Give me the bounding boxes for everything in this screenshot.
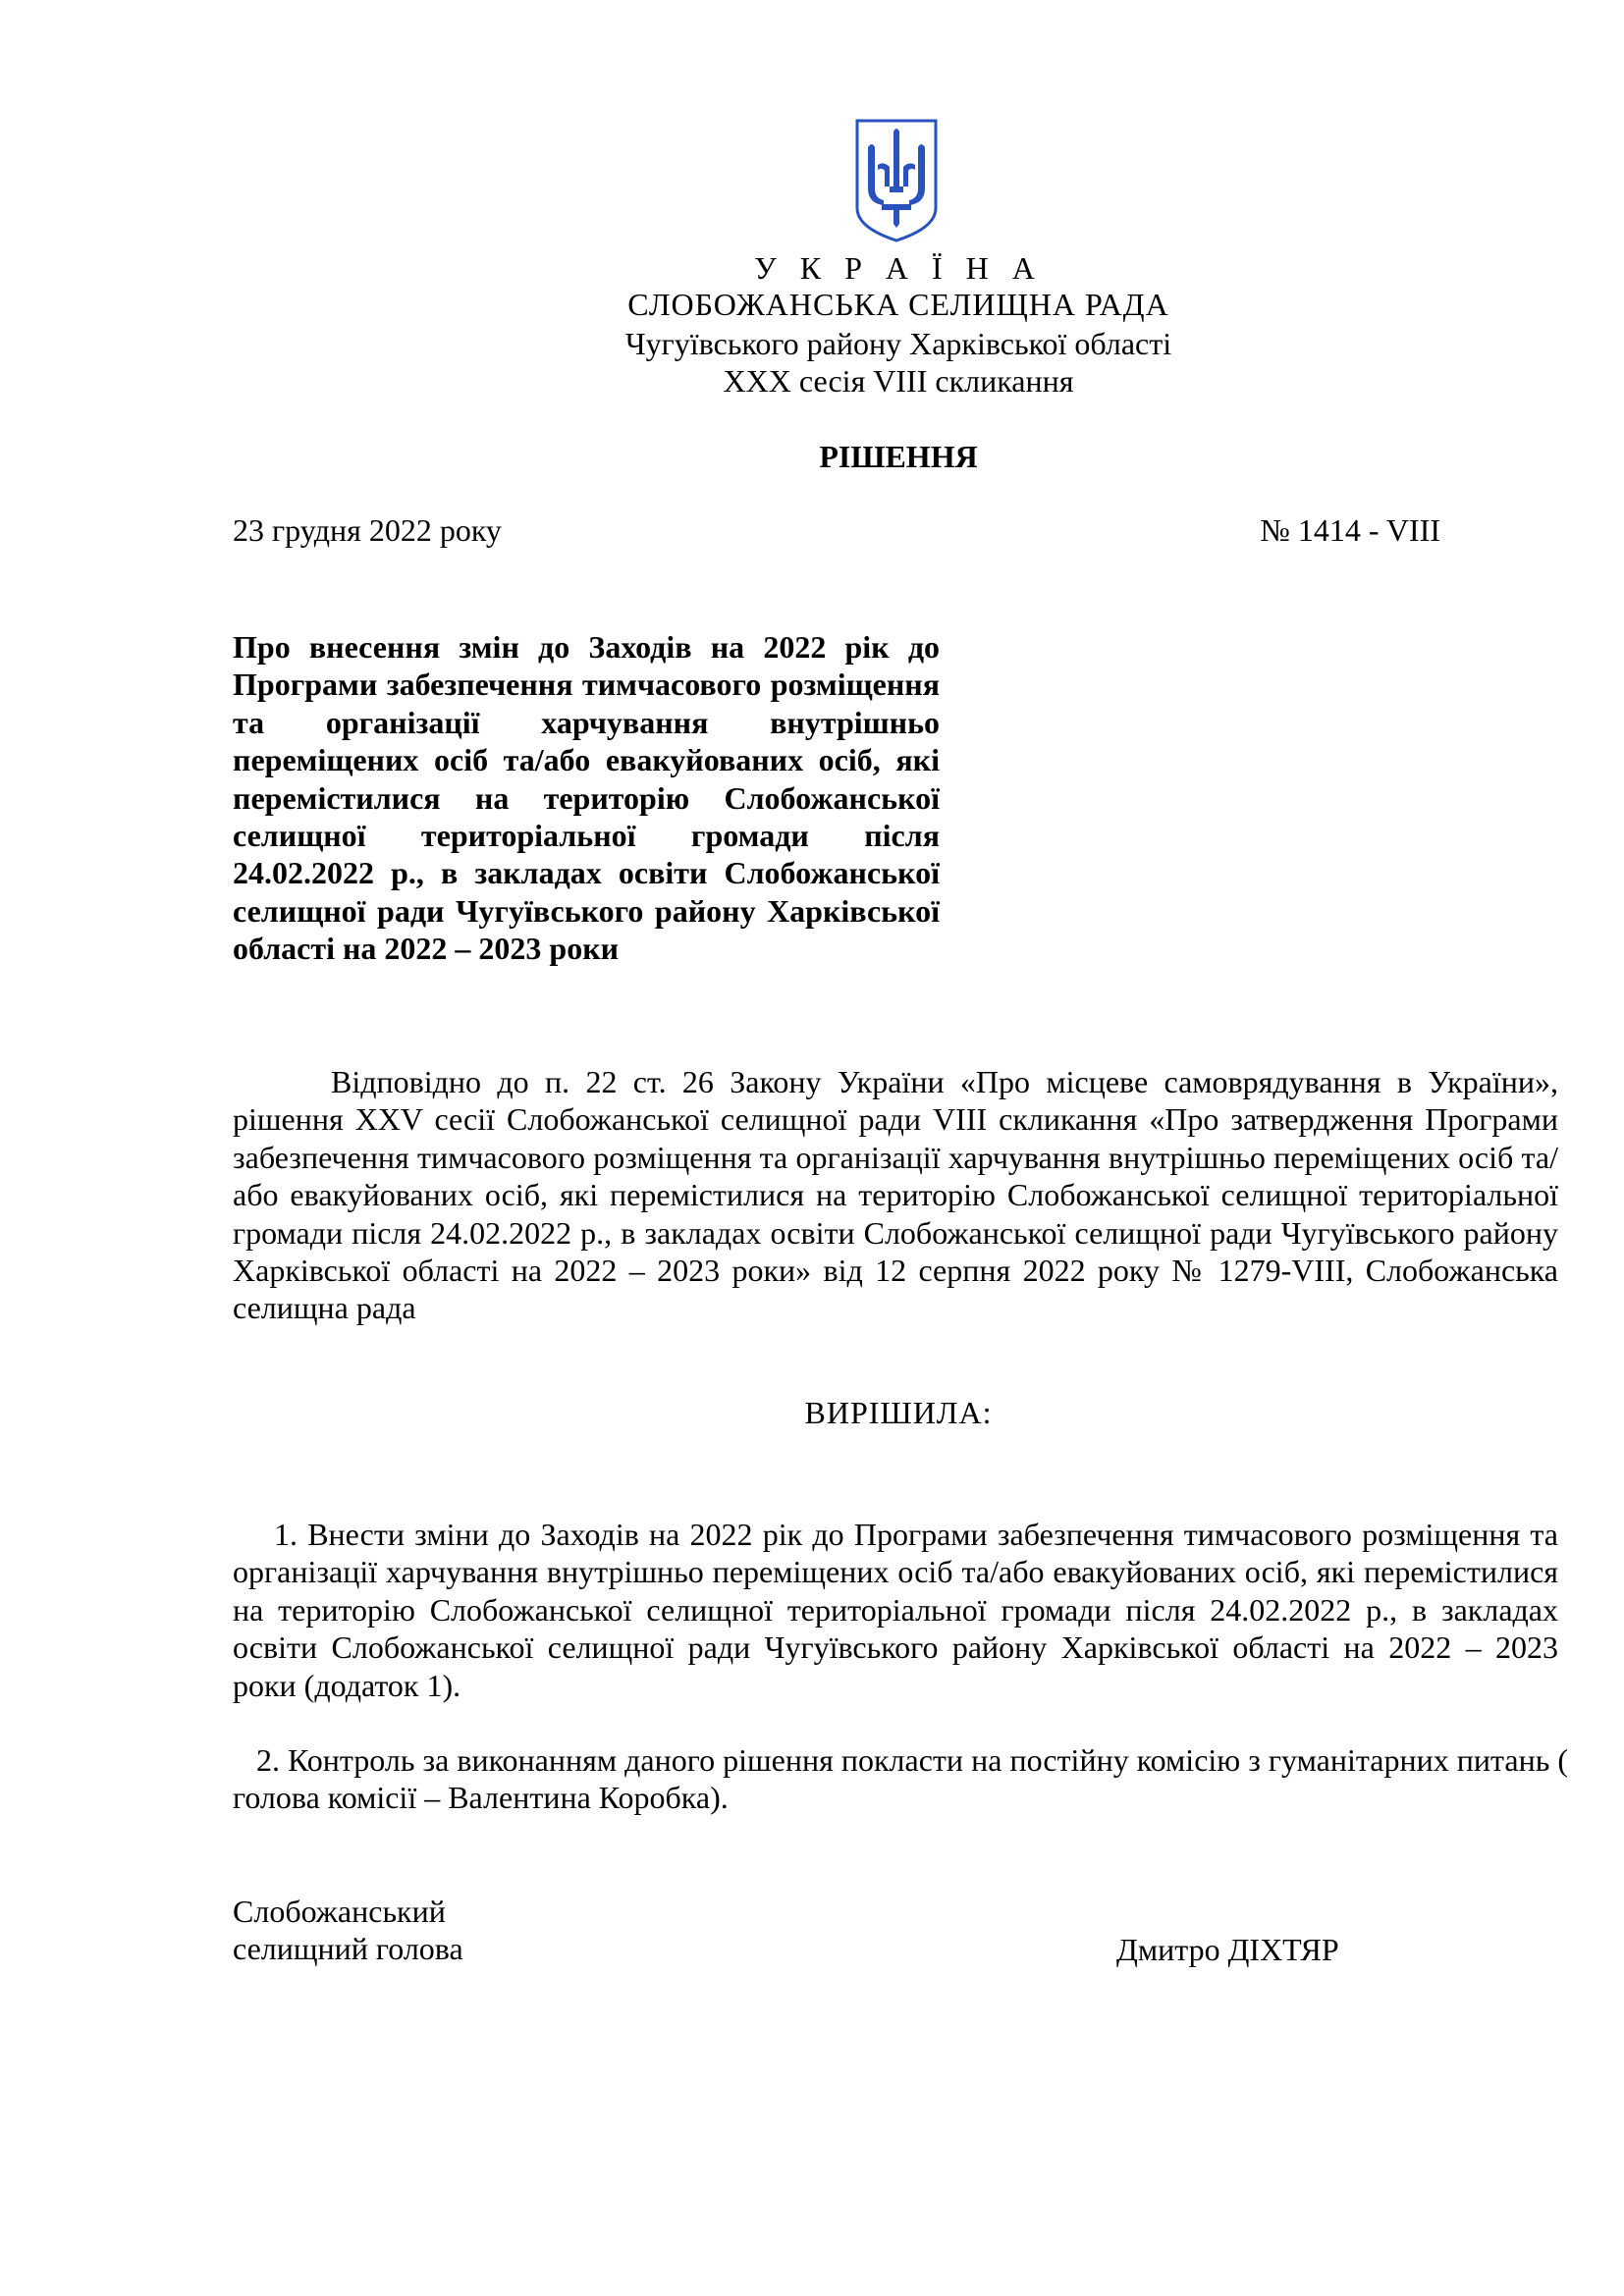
document-subject: Про внесення змін до Заходів на 2022 рік до Програми забезпечення тимчасового розміщення та організації харчування внутрішньо переміщених осіб та/або евакуйованих осіб, які перемістилися на територію Слобожанської селищної територіальної громади після 24.02.2022 р., в закладах освіти Слобожанської селищної ради Чугуївського району Харківської області на 2022 – 2023 роки	[233, 629, 940, 967]
document-number: № 1414 - VIII	[1260, 512, 1440, 548]
signatory-position	[233, 1893, 463, 1968]
signatory-position-line: селищний голова	[233, 1931, 463, 1967]
signatory-position-line: Слобожанський	[233, 1894, 446, 1929]
resolved-heading: ВИРІШИЛА:	[804, 1395, 993, 1430]
ukraine-trident-icon	[854, 118, 939, 243]
session-heading: XXX сесія VIII скликання	[723, 363, 1074, 399]
decision-item: 1. Внести зміни до Заходів на 2022 рік до Програми забезпечення тимчасового розміщення та організації харчування внутрішньо переміщених осіб та/або евакуйованих осіб, які перемістилися на територію Слобожанської селищної територіальної громади після 24.02.2022 р., в закладах освіти Слобожанської селищної ради Чугуївського району Харківської області на 2022 – 2023 роки (додаток 1).	[233, 1517, 1558, 1703]
signatory-name: Дмитро ДІХТЯР	[1116, 1932, 1339, 1967]
district-heading: Чугуївського району Харківської області	[624, 326, 1172, 361]
document-date: 23 грудня 2022 року	[233, 512, 502, 548]
council-heading: СЛОБОЖАНСЬКА СЕЛИЩНА РАДА	[627, 287, 1169, 322]
document-preamble: Відповідно до п. 22 ст. 26 Закону України «Про місцеве самоврядування в України», рішення XXV сесії Слобожанської селищної ради VIII скликання «Про затвердження Програми забезпечення тимчасового розміщення та організації харчування внутрішньо переміщених осіб та/або евакуйованих осіб, які перемістилися на територію Слобожанської селищної територіальної громади після 24.02.2022 р., в закладах освіти Слобожанської селищної ради Чугуївського району Харківської області на 2022 – 2023 роки» від 12 серпня 2022 року № 1279-VIII, Слобожанська селищна рада	[233, 1064, 1558, 1326]
country-heading: У К Р А Ї Н А	[754, 250, 1043, 286]
decision-item: 2. Контроль за виконанням даного рішення покласти на постійну комісію з гуманітарних питань ( голова комісії – Валентина Коробка).	[233, 1742, 1568, 1816]
document-type-title: РІШЕННЯ	[819, 439, 978, 474]
